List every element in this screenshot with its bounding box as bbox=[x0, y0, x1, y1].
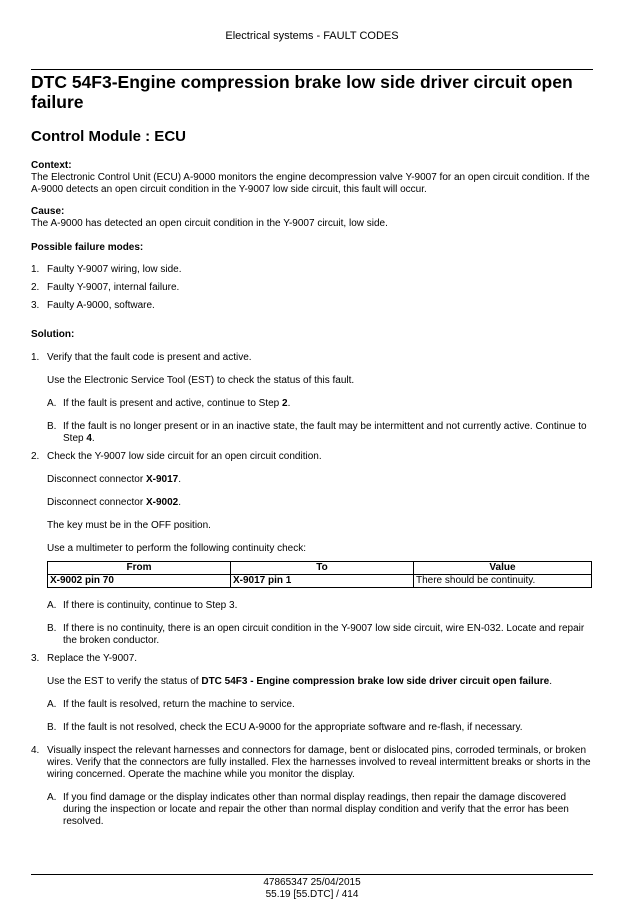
header-divider bbox=[31, 69, 593, 70]
table-row bbox=[48, 575, 592, 588]
list-item: 2. Faulty Y-9007, internal failure. bbox=[31, 282, 180, 293]
list-item: 1. Faulty Y-9007 wiring, low side. bbox=[31, 264, 182, 275]
cause-heading: Cause: bbox=[31, 206, 65, 217]
sub-item-a: A. If you find damage or the display indicates other than normal display readings, then repair the damage discovered during the inspection or locate and repair the other than normal display condition and verify that the error has been resolved. bbox=[47, 792, 569, 827]
sub-item-b: B. If there is no continuity, there is an open circuit condition in the Y-9007 low side circuit, wire EN-032. Locate and repair the broken conductor. bbox=[47, 623, 585, 646]
solution-step-2: 2. Check the Y-9007 low side circuit for an open circuit condition. Disconnect connector X-9017. Disconnect connector X-9002. The key must be in the OFF position. Use a multimeter to perform the following continuity check: From To Value X-9002 pin 70 X-9017 pin 1 There should be continuity. A. If there is continuity, continue to Step 3. B. If there is no continuity, there is an open circuit condition in the Y-9007 low side circuit, wire EN-032. Locate and repair the broken conductor. bbox=[31, 451, 593, 647]
sub-item-a: A. If the fault is present and active, continue to Step 2. bbox=[47, 398, 291, 409]
table-cell: X-9002 pin 70 bbox=[48, 575, 231, 588]
running-header: Electrical systems - FAULT CODES bbox=[225, 30, 399, 42]
page-title: DTC 54F3-Engine compression brake low side driver circuit open failure bbox=[31, 72, 573, 112]
page-footer bbox=[31, 877, 593, 901]
table-cell: X-9017 pin 1 bbox=[231, 575, 414, 588]
step-paragraph: Disconnect connector X-9002. bbox=[47, 497, 181, 508]
sub-item-b: B. If the fault is no longer present or in an inactive state, the fault may be intermittent and not currently active. Continue to Step 4. bbox=[47, 421, 587, 444]
table-cell: There should be continuity. bbox=[414, 575, 592, 588]
failure-modes-heading: Possible failure modes: bbox=[31, 242, 144, 253]
sub-item-b: B. If the fault is not resolved, check the ECU A-9000 for the appropriate software and re-flash, if necessary. bbox=[47, 722, 523, 733]
context-heading: Context: bbox=[31, 160, 72, 171]
control-module-heading: Control Module : ECU bbox=[31, 128, 186, 145]
solution-step-4: 4. Visually inspect the relevant harnesses and connectors for damage, bent or dislocated pins, corroded terminals, or broken wires. Verify that the connectors are fully installed. Flex the harnesses involved to reveal intermittent breaks or shorts in the wiring concerned. Operate the machine while you monitor the display. A. If you find damage or the display indicates other than normal display readings, then repair the damage discovered during the inspection or locate and repair the other than normal display condition and verify that the error has been resolved. bbox=[31, 745, 593, 828]
solution-steps bbox=[31, 352, 593, 828]
failure-modes-list bbox=[31, 264, 593, 312]
step-paragraph: Use the Electronic Service Tool (EST) to check the status of this fault. bbox=[47, 375, 355, 386]
table-header-row bbox=[48, 562, 592, 575]
step-text: Verify that the fault code is present and active. bbox=[47, 352, 252, 363]
step-text: Visually inspect the relevant harnesses and connectors for damage, bent or dislocated pins, corroded terminals, or broken wires. Verify that the connectors are fully installed. Flex the harnesses involved to reveal intermittent breaks or shorts in the wiring concerned. Operate the machine while you monitor the display. bbox=[47, 745, 591, 780]
list-item: 3. Faulty A-9000, software. bbox=[31, 300, 155, 311]
step-text: Replace the Y-9007. bbox=[47, 653, 138, 664]
context-text: The Electronic Control Unit (ECU) A-9000 monitors the engine decompression valve Y-9007 for an open circuit condition. If the A-9000 detects an open circuit condition in the Y-9007 low side circuit, this fault will occur. bbox=[31, 172, 590, 195]
step-paragraph: Use the EST to verify the status of DTC 54F3 - Engine compression brake low side driver circuit open failure. bbox=[47, 676, 552, 687]
document-code: 47865347 25/04/2015 bbox=[263, 877, 361, 888]
table-header: From bbox=[48, 562, 231, 575]
sub-item-a: A. If there is continuity, continue to Step 3. bbox=[47, 600, 238, 611]
table-header: To bbox=[231, 562, 414, 575]
document-body bbox=[31, 160, 593, 828]
step-paragraph: Use a multimeter to perform the following continuity check: bbox=[47, 543, 306, 554]
footer-divider bbox=[31, 874, 593, 875]
solution-step-3: 3. Replace the Y-9007. Use the EST to verify the status of DTC 54F3 - Engine compression brake low side driver circuit open failure. A. If the fault is resolved, return the machine to service. B. If the fault is not resolved, check the ECU A-9000 for the appropriate software and re-flash, if necessary. bbox=[31, 653, 593, 734]
solution-step-1: 1. Verify that the fault code is present and active. Use the Electronic Service Tool (EST) to check the status of this fault. A. If the fault is present and active, continue to Step 2. B. If the fault is no longer present or in an inactive state, the fault may be intermittent and not currently active. Continue to Step 4. bbox=[31, 352, 593, 445]
step-text: Check the Y-9007 low side circuit for an open circuit condition. bbox=[47, 451, 322, 462]
sub-item-a: A. If the fault is resolved, return the machine to service. bbox=[47, 699, 295, 710]
table-header: Value bbox=[414, 562, 592, 575]
continuity-table bbox=[47, 561, 592, 588]
solution-heading: Solution: bbox=[31, 329, 75, 340]
page-number: 55.19 [55.DTC] / 414 bbox=[265, 889, 359, 900]
step-paragraph: Disconnect connector X-9017. bbox=[47, 474, 181, 485]
cause-text: The A-9000 has detected an open circuit condition in the Y-9007 circuit, low side. bbox=[31, 218, 388, 229]
step-paragraph: The key must be in the OFF position. bbox=[47, 520, 211, 531]
